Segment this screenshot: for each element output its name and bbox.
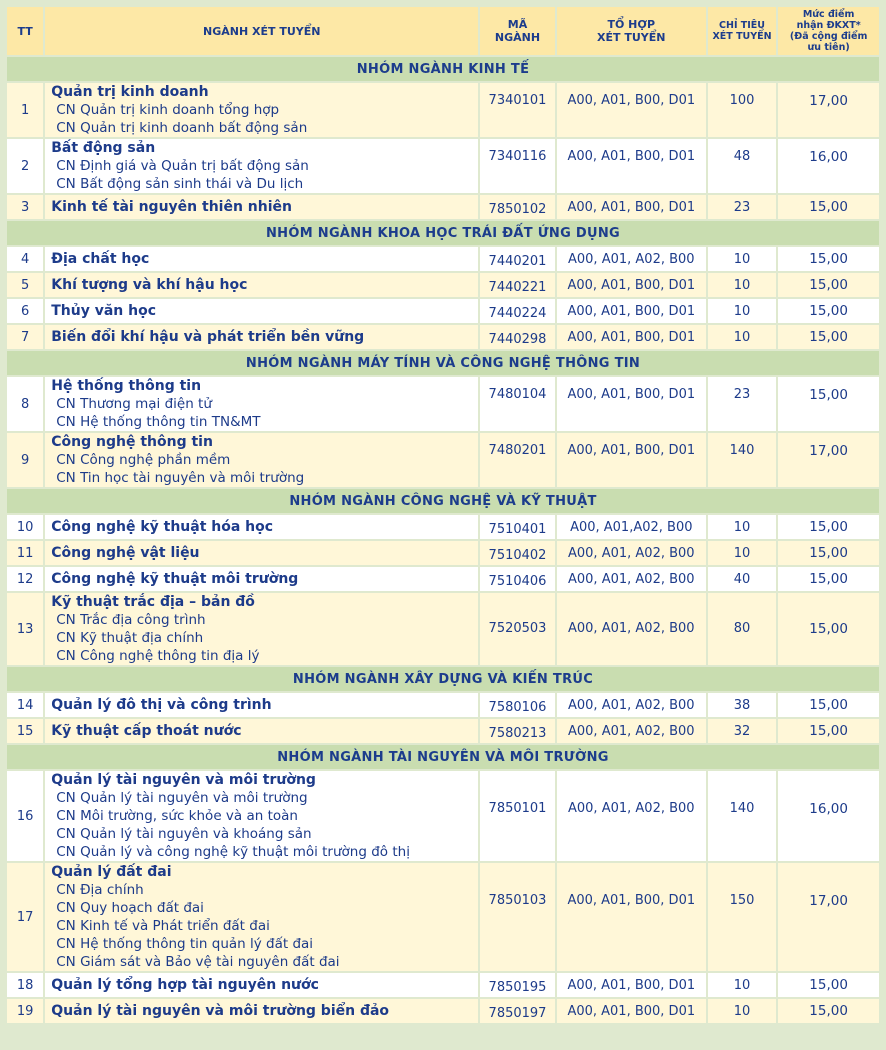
major-title: Hệ thống thông tin	[51, 378, 202, 394]
header-score-line: Mức điểm	[802, 9, 855, 20]
major-cell	[45, 247, 478, 271]
row-number: 10	[7, 515, 43, 539]
major-code: 7850101	[480, 771, 555, 861]
row-number: 9	[7, 433, 43, 487]
header-code	[480, 7, 555, 55]
group-row	[7, 489, 879, 513]
group-row	[7, 745, 879, 769]
table-row	[7, 771, 879, 861]
major-title: Công nghệ kỹ thuật môi trường	[51, 571, 299, 587]
row-number: 15	[7, 719, 43, 743]
group-name: NHÓM NGÀNH KINH TẾ	[7, 57, 879, 81]
row-number: 17	[7, 863, 43, 971]
quota: 10	[708, 999, 776, 1023]
specialization-item: CN Hệ thống thông tin TN&MT	[56, 414, 261, 430]
header-tt: TT	[7, 7, 43, 55]
row-number: 19	[7, 999, 43, 1023]
table-row	[7, 247, 879, 271]
admission-table	[5, 5, 881, 1025]
quota: 80	[708, 593, 776, 665]
major-code: 7440224	[480, 299, 555, 323]
header-name: NGÀNH XÉT TUYỂN	[45, 7, 478, 55]
header-combo	[557, 7, 706, 55]
header-code-line: MÃ	[507, 18, 528, 31]
quota: 38	[708, 693, 776, 717]
subject-combo: A00, A01, B00, D01	[557, 999, 706, 1023]
specialization-item: CN Quy hoạch đất đai	[56, 900, 204, 916]
quota: 140	[708, 433, 776, 487]
major-title: Khí tượng và khí hậu học	[51, 277, 248, 293]
major-cell	[45, 83, 478, 137]
major-cell	[45, 515, 478, 539]
subject-combo: A00, A01, A02, B00	[557, 567, 706, 591]
min-score: 15,00	[778, 719, 879, 743]
table-row	[7, 719, 879, 743]
subject-combo: A00, A01, B00, D01	[557, 863, 706, 971]
specialization-item: CN Công nghệ thông tin địa lý	[56, 648, 260, 664]
quota: 10	[708, 273, 776, 297]
specialization-item: CN Kinh tế và Phát triển đất đai	[56, 918, 270, 934]
min-score: 16,00	[778, 139, 879, 193]
quota: 23	[708, 377, 776, 431]
major-code: 7340116	[480, 139, 555, 193]
major-cell	[45, 273, 478, 297]
table-row	[7, 433, 879, 487]
min-score: 15,00	[778, 541, 879, 565]
major-code: 7850195	[480, 973, 555, 997]
row-number: 7	[7, 325, 43, 349]
table-row	[7, 593, 879, 665]
subject-combo: A00, A01, B00, D01	[557, 973, 706, 997]
header-combo-line: TỔ HỢP	[607, 18, 656, 31]
specialization-item: CN Địa chính	[56, 882, 144, 898]
major-title: Kinh tế tài nguyên thiên nhiên	[51, 199, 292, 215]
quota: 40	[708, 567, 776, 591]
min-score: 15,00	[778, 195, 879, 219]
specialization-item: CN Tin học tài nguyên và môi trường	[56, 470, 305, 486]
specialization-item: CN Bất động sản sinh thái và Du lịch	[56, 176, 304, 192]
quota: 140	[708, 771, 776, 861]
major-cell	[45, 771, 478, 861]
major-cell	[45, 195, 478, 219]
header-score-line: ưu tiên)	[807, 42, 850, 53]
group-name: NHÓM NGÀNH MÁY TÍNH VÀ CÔNG NGHỆ THÔNG TIN	[7, 351, 879, 375]
quota: 10	[708, 973, 776, 997]
table-row	[7, 377, 879, 431]
group-row	[7, 667, 879, 691]
table-row	[7, 863, 879, 971]
header-score-line: (Đã cộng điểm	[789, 31, 868, 42]
major-code: 7850102	[480, 195, 555, 219]
subject-combo: A00, A01, B00, D01	[557, 195, 706, 219]
major-code: 7440298	[480, 325, 555, 349]
quota: 23	[708, 195, 776, 219]
subject-combo: A00, A01, B00, D01	[557, 299, 706, 323]
subject-combo: A00, A01, A02, B00	[557, 771, 706, 861]
quota: 150	[708, 863, 776, 971]
major-cell	[45, 693, 478, 717]
major-code: 7480201	[480, 433, 555, 487]
major-code: 7580106	[480, 693, 555, 717]
min-score: 15,00	[778, 377, 879, 431]
major-cell	[45, 299, 478, 323]
major-title: Biến đổi khí hậu và phát triển bền vững	[51, 329, 365, 345]
specialization-item: CN Công nghệ phần mềm	[56, 452, 231, 468]
specialization-item: CN Kỹ thuật địa chính	[56, 630, 204, 646]
specialization-item: CN Trắc địa công trình	[56, 612, 206, 628]
header-code-line: NGÀNH	[494, 31, 541, 44]
row-number: 8	[7, 377, 43, 431]
row-number: 4	[7, 247, 43, 271]
row-number: 12	[7, 567, 43, 591]
quota: 10	[708, 541, 776, 565]
row-number: 2	[7, 139, 43, 193]
major-title: Quản lý tài nguyên và môi trường	[51, 772, 316, 788]
table-row	[7, 273, 879, 297]
table-row	[7, 83, 879, 137]
table-row	[7, 139, 879, 193]
major-cell	[45, 541, 478, 565]
quota: 10	[708, 299, 776, 323]
major-code: 7440201	[480, 247, 555, 271]
header-row	[7, 7, 879, 55]
major-cell	[45, 593, 478, 665]
major-title: Kỹ thuật cấp thoát nước	[51, 723, 242, 739]
row-number: 18	[7, 973, 43, 997]
major-title: Quản lý đô thị và công trình	[51, 697, 272, 713]
group-row	[7, 57, 879, 81]
major-cell	[45, 139, 478, 193]
major-cell	[45, 863, 478, 971]
table-row	[7, 693, 879, 717]
major-code: 7850103	[480, 863, 555, 971]
group-name: NHÓM NGÀNH TÀI NGUYÊN VÀ MÔI TRƯỜNG	[7, 745, 879, 769]
min-score: 17,00	[778, 83, 879, 137]
row-number: 5	[7, 273, 43, 297]
table-row	[7, 999, 879, 1023]
major-code: 7440221	[480, 273, 555, 297]
table-row	[7, 541, 879, 565]
major-cell	[45, 999, 478, 1023]
major-code: 7480104	[480, 377, 555, 431]
specialization-item: CN Quản lý và công nghệ kỹ thuật môi trường đô thị	[56, 844, 410, 860]
quota: 10	[708, 515, 776, 539]
table-row	[7, 299, 879, 323]
min-score: 17,00	[778, 863, 879, 971]
group-name: NHÓM NGÀNH KHOA HỌC TRÁI ĐẤT ỨNG DỤNG	[7, 221, 879, 245]
major-code: 7850197	[480, 999, 555, 1023]
major-code: 7510402	[480, 541, 555, 565]
major-title: Quản lý tài nguyên và môi trường biển đảo	[51, 1003, 390, 1019]
table-row	[7, 325, 879, 349]
major-title: Địa chất học	[51, 251, 150, 267]
subject-combo: A00, A01, B00, D01	[557, 139, 706, 193]
subject-combo: A00, A01, B00, D01	[557, 377, 706, 431]
min-score: 17,00	[778, 433, 879, 487]
major-cell	[45, 719, 478, 743]
header-quota	[708, 7, 776, 55]
quota: 10	[708, 325, 776, 349]
major-title: Bất động sản	[51, 140, 156, 156]
specialization-item: CN Quản lý tài nguyên và khoáng sản	[56, 826, 312, 842]
min-score: 15,00	[778, 693, 879, 717]
major-cell	[45, 377, 478, 431]
major-code: 7340101	[480, 83, 555, 137]
min-score: 15,00	[778, 273, 879, 297]
min-score: 15,00	[778, 593, 879, 665]
subject-combo: A00, A01, A02, B00	[557, 693, 706, 717]
min-score: 15,00	[778, 299, 879, 323]
header-score-line: nhận ĐKXT*	[796, 20, 861, 31]
subject-combo: A00, A01, A02, B00	[557, 719, 706, 743]
row-number: 16	[7, 771, 43, 861]
row-number: 13	[7, 593, 43, 665]
table-body	[7, 57, 879, 1023]
major-cell	[45, 433, 478, 487]
major-code: 7580213	[480, 719, 555, 743]
major-title: Công nghệ kỹ thuật hóa học	[51, 519, 274, 535]
major-title: Kỹ thuật trắc địa – bản đồ	[51, 594, 255, 610]
row-number: 11	[7, 541, 43, 565]
major-title: Quản trị kinh doanh	[51, 84, 209, 100]
row-number: 1	[7, 83, 43, 137]
row-number: 3	[7, 195, 43, 219]
row-number: 6	[7, 299, 43, 323]
group-row	[7, 351, 879, 375]
subject-combo: A00, A01, A02, B00	[557, 247, 706, 271]
specialization-item: CN Định giá và Quản trị bất động sản	[56, 158, 309, 174]
row-number: 14	[7, 693, 43, 717]
specialization-item: CN Môi trường, sức khỏe và an toàn	[56, 808, 298, 824]
table-row	[7, 195, 879, 219]
specialization-item: CN Giám sát và Bảo vệ tài nguyên đất đai	[56, 954, 340, 970]
major-title: Công nghệ thông tin	[51, 434, 213, 450]
subject-combo: A00, A01,A02, B00	[557, 515, 706, 539]
major-cell	[45, 973, 478, 997]
subject-combo: A00, A01, A02, B00	[557, 593, 706, 665]
min-score: 15,00	[778, 999, 879, 1023]
subject-combo: A00, A01, B00, D01	[557, 433, 706, 487]
specialization-item: CN Quản trị kinh doanh bất động sản	[56, 120, 308, 136]
major-title: Thủy văn học	[51, 303, 157, 319]
specialization-item: CN Thương mại điện tử	[56, 396, 212, 412]
min-score: 15,00	[778, 567, 879, 591]
major-code: 7510401	[480, 515, 555, 539]
subject-combo: A00, A01, A02, B00	[557, 541, 706, 565]
major-title: Công nghệ vật liệu	[51, 545, 200, 561]
quota: 100	[708, 83, 776, 137]
header-quota-line: CHỈ TIÊU	[719, 20, 766, 31]
specialization-item: CN Hệ thống thông tin quản lý đất đai	[56, 936, 314, 952]
header-combo-line: XÉT TUYỂN	[597, 31, 666, 44]
major-code: 7510406	[480, 567, 555, 591]
min-score: 15,00	[778, 325, 879, 349]
quota: 32	[708, 719, 776, 743]
specialization-item: CN Quản lý tài nguyên và môi trường	[56, 790, 308, 806]
table-row	[7, 973, 879, 997]
table-row	[7, 567, 879, 591]
table-row	[7, 515, 879, 539]
subject-combo: A00, A01, B00, D01	[557, 325, 706, 349]
subject-combo: A00, A01, B00, D01	[557, 273, 706, 297]
major-cell	[45, 567, 478, 591]
major-cell	[45, 325, 478, 349]
min-score: 15,00	[778, 973, 879, 997]
subject-combo: A00, A01, B00, D01	[557, 83, 706, 137]
min-score: 16,00	[778, 771, 879, 861]
group-name: NHÓM NGÀNH XÂY DỰNG VÀ KIẾN TRÚC	[7, 667, 879, 691]
group-row	[7, 221, 879, 245]
header-quota-line: XÉT TUYỂN	[712, 31, 772, 42]
major-code: 7520503	[480, 593, 555, 665]
major-title: Quản lý tổng hợp tài nguyên nước	[51, 977, 319, 993]
quota: 10	[708, 247, 776, 271]
specialization-item: CN Quản trị kinh doanh tổng hợp	[56, 102, 280, 118]
min-score: 15,00	[778, 515, 879, 539]
header-score	[778, 7, 879, 55]
quota: 48	[708, 139, 776, 193]
min-score: 15,00	[778, 247, 879, 271]
group-name: NHÓM NGÀNH CÔNG NGHỆ VÀ KỸ THUẬT	[7, 489, 879, 513]
major-title: Quản lý đất đai	[51, 864, 172, 880]
